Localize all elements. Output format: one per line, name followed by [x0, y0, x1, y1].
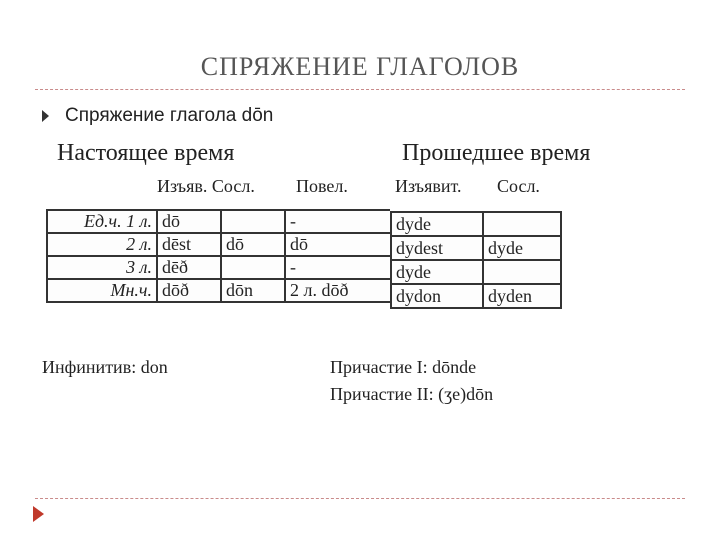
indicative-cell: dēst — [157, 233, 221, 256]
subjunctive-cell: dō — [221, 233, 285, 256]
imperative-cell: dō — [285, 233, 390, 256]
subjunctive-cell — [221, 210, 285, 233]
past-tense-table — [390, 211, 562, 309]
past-indicative-cell: dyde — [391, 212, 483, 236]
col-header-past-subjunctive: Сосл. — [497, 176, 540, 196]
row-label: Мн.ч. — [47, 279, 157, 302]
imperative-cell: - — [285, 210, 390, 233]
bullet-item — [42, 105, 273, 127]
present-tense-heading: Настоящее время — [57, 140, 235, 166]
col-header-indicative-subjunctive: Изъяв. Сосл. — [157, 176, 255, 196]
indicative-cell: dēð — [157, 256, 221, 279]
past-indicative-cell: dydon — [391, 284, 483, 308]
col-header-imperative: Повел. — [296, 176, 348, 196]
indicative-cell: dōð — [157, 279, 221, 302]
past-subjunctive-cell — [483, 212, 561, 236]
imperative-cell: 2 л. dōð — [285, 279, 390, 302]
participle-2-note: Причастие II: (ʒe)dōn — [330, 384, 494, 404]
bottom-divider — [35, 498, 685, 499]
past-indicative-cell: dyde — [391, 260, 483, 284]
row-label: 3 л. — [47, 256, 157, 279]
table-row — [391, 236, 561, 260]
past-tense-heading: Прошедшее время — [402, 140, 591, 166]
bullet-arrow-icon — [42, 110, 49, 122]
next-slide-arrow-icon[interactable] — [33, 506, 44, 522]
subjunctive-cell: dōn — [221, 279, 285, 302]
past-subjunctive-cell: dyde — [483, 236, 561, 260]
past-subjunctive-cell: dyden — [483, 284, 561, 308]
bullet-text: Спряжение глагола dōn — [65, 105, 274, 126]
present-tense-table — [46, 209, 390, 303]
table-row — [47, 279, 390, 302]
row-label: Ед.ч. 1 л. — [47, 210, 157, 233]
table-row — [391, 260, 561, 284]
table-row — [391, 212, 561, 236]
row-label: 2 л. — [47, 233, 157, 256]
table-row — [47, 210, 390, 233]
past-indicative-cell: dydest — [391, 236, 483, 260]
col-header-past-indicative: Изъявит. — [395, 176, 462, 196]
past-subjunctive-cell — [483, 260, 561, 284]
indicative-cell: dō — [157, 210, 221, 233]
table-row — [391, 284, 561, 308]
participle-1-note: Причастие I: dōnde — [330, 357, 477, 377]
infinitive-note: Инфинитив: don — [42, 357, 168, 377]
slide-title: СПРЯЖЕНИЕ ГЛАГОЛОВ — [200, 52, 520, 81]
imperative-cell: - — [285, 256, 390, 279]
table-row — [47, 256, 390, 279]
table-row — [47, 233, 390, 256]
subjunctive-cell — [221, 256, 285, 279]
top-divider — [35, 89, 685, 90]
